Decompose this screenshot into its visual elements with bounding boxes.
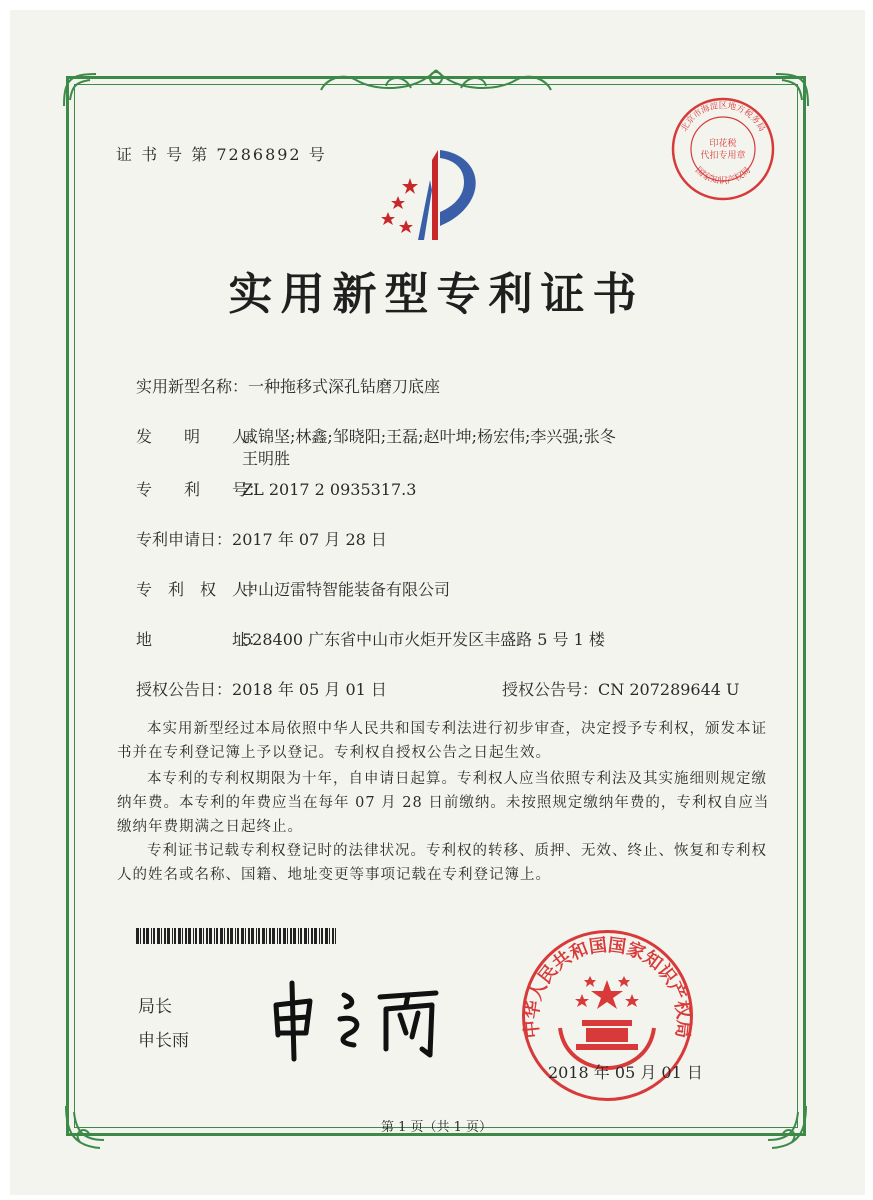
tax-seal-stamp [668, 94, 778, 204]
main-seal-date: 2018 年 05 月 01 日 [548, 1063, 703, 1082]
field-grant-date [136, 677, 387, 700]
field-patentee [136, 577, 450, 600]
field-patentee-value: 中山迈雷特智能装备有限公司 [242, 580, 451, 599]
field-grant-date-label: 授权公告日： [136, 680, 233, 699]
tax-seal-inner-text-1: 印花税 [709, 139, 737, 149]
field-patent-no-value: ZL 2017 2 0935317.3 [242, 480, 417, 499]
field-inventors [136, 424, 616, 447]
field-address [136, 627, 605, 650]
certificate-title: 实用新型专利证书 [228, 269, 645, 320]
page-footer: 第 1 页（共 1 页） [380, 1120, 493, 1135]
field-filing-date [136, 527, 387, 550]
patent-office-emblem-icon [372, 140, 492, 250]
field-grant-date-value: 2018 年 05 月 01 日 [232, 680, 387, 699]
certificate-number: 证 书 号 第 7286892 号 [116, 145, 327, 164]
field-inventors-value: 戚锦坚;林鑫;邹晓阳;王磊;赵叶坤;杨宏伟;李兴强;张冬 [242, 427, 616, 446]
top-ornament [316, 62, 556, 102]
tax-seal-outer-text: 北京市海淀区地方税务局 [679, 101, 767, 134]
field-name-value: 一种拖移式深孔钻磨刀底座 [248, 377, 441, 396]
main-seal-ring-text: 中华人民共和国国家知识产权局 [521, 934, 694, 1040]
corner-ornament-tl [60, 70, 100, 110]
barcode-image [136, 928, 336, 944]
field-name [136, 374, 440, 397]
paragraph-3: 专利证书记载专利权登记时的法律状况。专利权的转移、质押、无效、终止、恢复和专利权人的姓名或名称、国籍、地址变更等事项记载在专利登记簿上。 [117, 843, 767, 883]
signatory-title: 局长 [138, 997, 172, 1017]
field-grant-no-label: 授权公告号： [502, 680, 599, 699]
field-address-value: 528400 广东省中山市火炬开发区丰盛路 5 号 1 楼 [242, 630, 605, 649]
field-patentee-label: 专 利 权 人： [136, 580, 265, 599]
signatory-name: 申长雨 [138, 1031, 189, 1051]
field-grant-no [502, 677, 740, 700]
tax-seal-bottom-text: 国家知识产权局 [692, 165, 754, 187]
field-patent-no [136, 477, 416, 500]
paragraph-2: 本专利的专利权期限为十年，自申请日起算。专利权人应当依照专利法及其实施细则规定缴纳年费。本专利的年费应当在每年 07 月 28 日前缴纳。未按照规定缴纳年费的，专利权自应当缴纳年费期满之日起终止。 [117, 771, 770, 835]
field-grant-no-value: CN 207289644 U [598, 680, 740, 699]
paragraph-1: 本实用新型经过本局依照中华人民共和国专利法进行初步审查，决定授予专利权，颁发本证书并在专利登记簿上予以登记。专利权自授权公告之日起生效。 [117, 721, 767, 761]
field-filing-date-value: 2017 年 07 月 28 日 [232, 530, 387, 549]
tax-seal-inner-text-2: 代扣专用章 [700, 151, 746, 161]
field-patent-no-label: 专 利 号： [136, 480, 265, 499]
svg-text:国家知识产权局 [693, 165, 753, 187]
field-inventors-line2: 王明胜 [242, 449, 291, 468]
field-address-label: 地 址： [136, 630, 265, 649]
field-name-label: 实用新型名称： [136, 377, 249, 396]
field-filing-date-label: 专利申请日： [136, 530, 233, 549]
signature-image [258, 975, 458, 1065]
corner-ornament-tr [772, 70, 812, 110]
field-inventors-label: 发 明 人： [136, 427, 265, 446]
